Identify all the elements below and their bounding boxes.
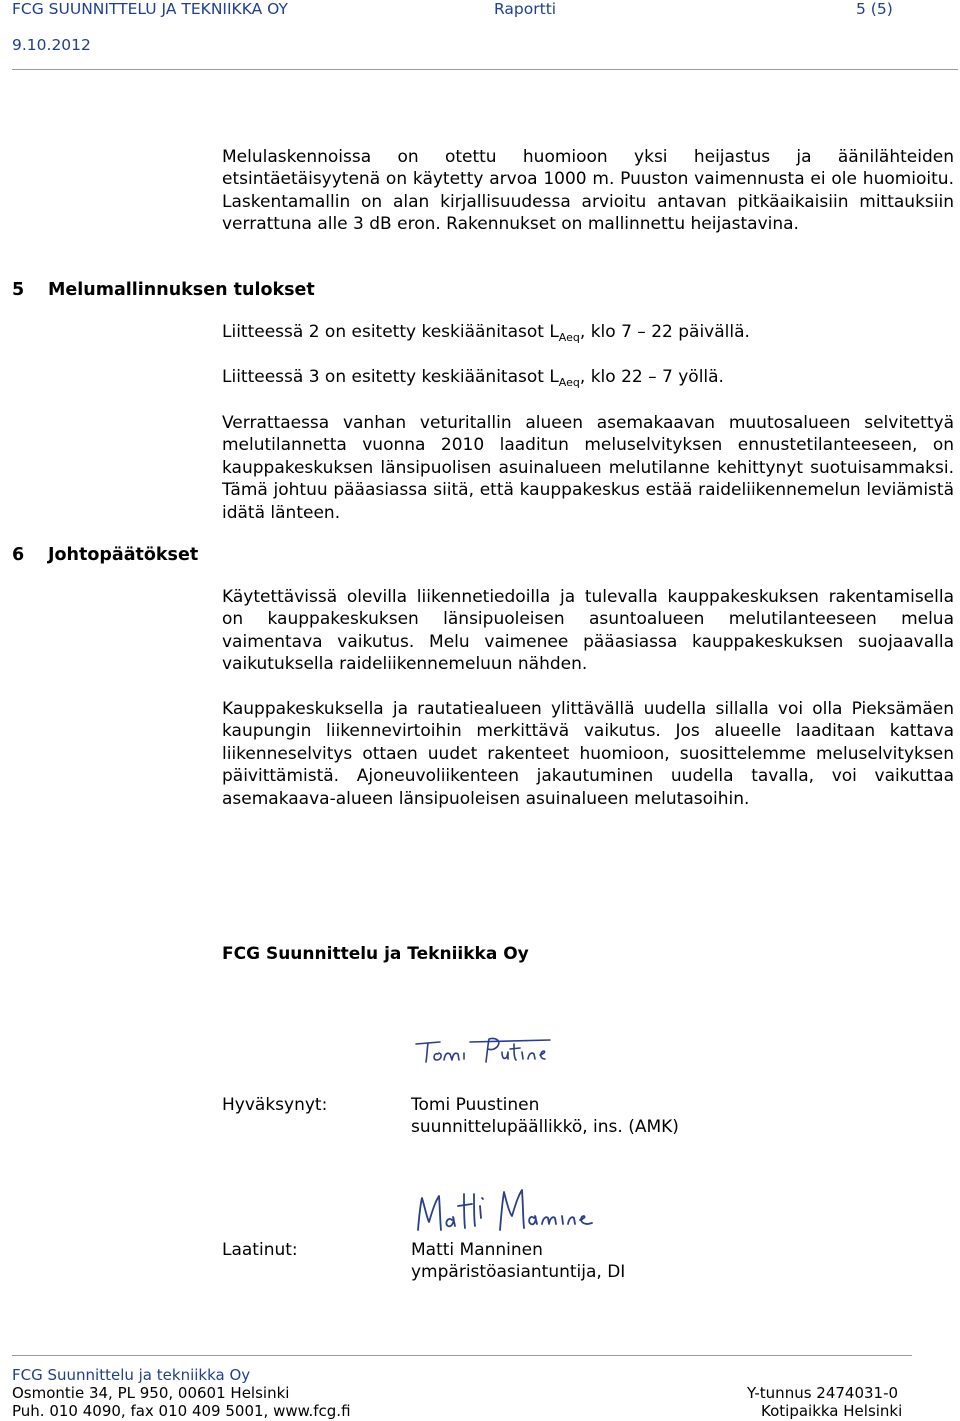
section-5-paragraph-3: Verrattaessa vanhan veturitallin alueen asemakaavan muutosalueen selvitettyä melutilannetta vuonna 2010 laaditun meluselvityksen ennustetilanteeseen, on kauppakeskuksen länsipuolisen asuinalueen melutilanne kehittynyt suotuisammaksi. Tämä johtuu pääasiassa siitä, että kauppakeskus estää raideliikennemelun leviämistä idätä länteen.	[222, 413, 954, 523]
approver-name: Tomi Puustinen	[411, 1095, 540, 1115]
approved-label: Hyväksynyt:	[222, 1095, 328, 1115]
footer-contact: Puh. 010 4090, fax 010 409 5001, www.fcg.fi	[12, 1402, 351, 1420]
author-signature	[412, 1184, 598, 1238]
header-date: 9.10.2012	[12, 36, 91, 54]
footer-company: FCG Suunnittelu ja tekniikka Oy	[12, 1366, 251, 1384]
author-block	[411, 1239, 625, 1284]
approver-block	[411, 1094, 679, 1139]
section-5-paragraph-1: Liitteessä 2 on esitetty keskiäänitasot $L_{Aeq}$, klo 7 – 22 päivällä.	[222, 322, 750, 344]
footer-address: Osmontie 34, PL 950, 00601 Helsinki	[12, 1384, 290, 1402]
footer-business-id: Y-tunnus 2474031-0	[747, 1384, 899, 1402]
header-page-number: 5 (5)	[856, 0, 893, 18]
intro-paragraph: Melulaskennoissa on otettu huomioon yksi heijastus ja äänilähteiden etsintäetäisyytenä on käytetty arvoa 1000 m. Puuston vaimennusta ei ole huomioitu. Laskentamallin on alan kirjallisuudessa arvioitu antavan pitkäaikaisiin mittauksiin verrattuna alle 3 dB eron. Rakennukset on mallinnettu heijastavina.	[222, 147, 954, 235]
header-divider	[12, 69, 958, 70]
signature-company: FCG Suunnittelu ja Tekniikka Oy	[222, 944, 529, 964]
section-5-paragraph-2: Liitteessä 3 on esitetty keskiäänitasot $L_{Aeq}$, klo 22 – 7 yöllä.	[222, 367, 724, 389]
section-6-paragraph-2: Kauppakeskuksella ja rautatiealueen ylittävällä uudella sillalla voi olla Pieksämäen kaupungin liikennevirtoihin merkittävä vaikutus. Jos alueelle laaditaan kattava liikenneselvitys ottaen uudet rakenteet huomioon, suosittelemme meluselvityksen päivittämistä. Ajoneuvoliikenteen jakautuminen uudella tavalla, voi vaikuttaa asemakaava-alueen länsipuoleisen asuinalueen melutasoihin.	[222, 699, 954, 809]
section-6-heading	[12, 545, 198, 565]
section-5-title: Melumallinnuksen tulokset	[48, 280, 315, 300]
section-6-paragraph-1: Käytettävissä olevilla liikennetiedoilla ja tulevalla kauppakeskuksen rakentamisella on kauppakeskuksen länsipuoleisen asuntoalueen melutilanteeseen melua vaimentava vaikutus. Melu vaimenee pääasiassa kauppakeskuksen suojaavalla vaikutuksella raideliikennemeluun nähden.	[222, 587, 954, 675]
approver-signature	[410, 1032, 560, 1068]
header-doc-type: Raportti	[494, 0, 557, 18]
approver-title: suunnittelupäällikkö, ins. (AMK)	[411, 1117, 679, 1138]
author-label: Laatinut:	[222, 1240, 298, 1260]
author-name: Matti Manninen	[411, 1240, 543, 1260]
header-company: FCG SUUNNITTELU JA TEKNIIKKA OY	[12, 0, 288, 18]
section-6-number: 6	[12, 545, 25, 565]
section-5-heading	[12, 280, 315, 300]
footer-domicile: Kotipaikka Helsinki	[761, 1402, 903, 1420]
author-title: ympäristöasiantuntija, DI	[411, 1262, 626, 1283]
footer-divider	[12, 1355, 912, 1356]
section-6-title: Johtopäätökset	[48, 545, 199, 565]
section-5-number: 5	[12, 280, 25, 300]
